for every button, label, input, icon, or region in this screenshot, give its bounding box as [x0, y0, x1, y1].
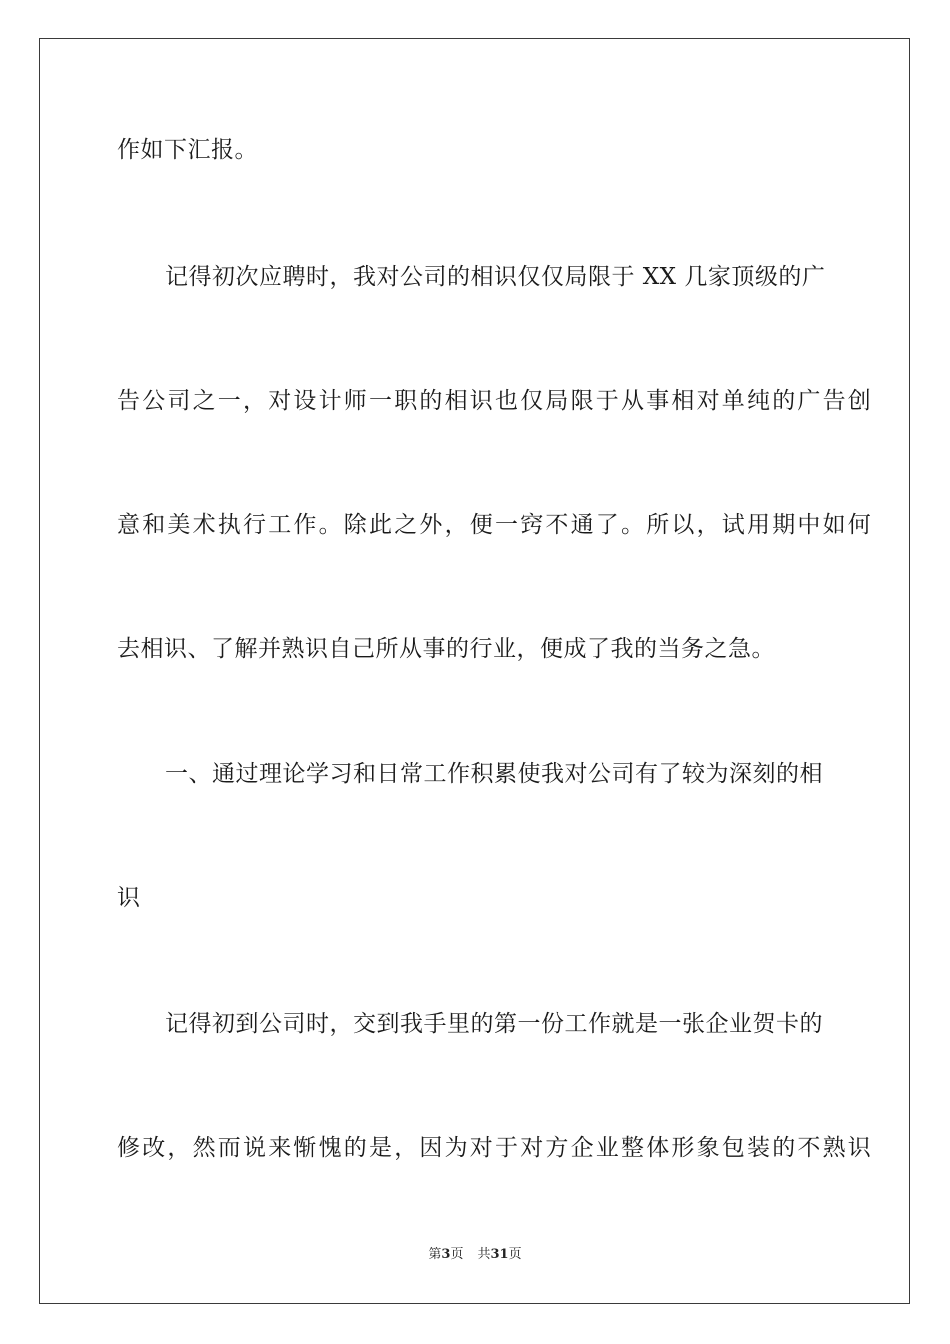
page-prefix: 第	[428, 1247, 442, 1262]
body-line-4: 意和美术执行工作。除此之外，便一窍不通了。所以，试用期中如何	[117, 512, 873, 538]
page-suffix: 页	[450, 1247, 464, 1262]
total-prefix: 共	[477, 1247, 491, 1262]
page-border	[39, 38, 910, 1304]
page-footer	[0, 1246, 950, 1264]
section-heading-line-1: 一、通过理论学习和日常工作积累使我对公司有了较为深刻的相	[165, 761, 823, 787]
body-line-2: 记得初次应聘时，我对公司的相识仅仅局限于 XX 几家顶级的广	[165, 264, 826, 290]
current-page-number: 3	[441, 1247, 451, 1262]
section-heading-line-2: 识	[117, 885, 141, 911]
body-line-6: 记得初到公司时，交到我手里的第一份工作就是一张企业贺卡的	[165, 1011, 823, 1037]
total-suffix: 页	[508, 1247, 522, 1262]
body-line-1: 作如下汇报。	[117, 137, 258, 163]
body-line-3: 告公司之一，对设计师一职的相识也仅局限于从事相对单纯的广告创	[117, 388, 873, 414]
total-page-count: 31	[490, 1247, 509, 1262]
body-line-5: 去相识、了解并熟识自己所从事的行业，便成了我的当务之急。	[117, 636, 775, 662]
body-line-7: 修改，然而说来惭愧的是，因为对于对方企业整体形象包装的不熟识	[117, 1135, 873, 1161]
